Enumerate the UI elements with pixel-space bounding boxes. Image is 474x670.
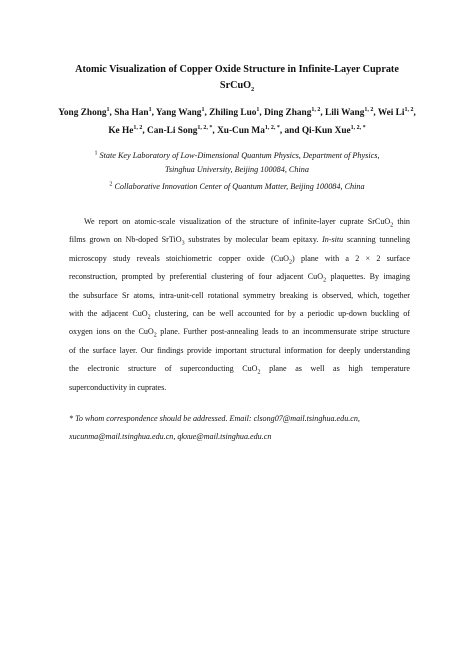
author-separator: , <box>320 108 325 118</box>
title-formula-subscript: 2 <box>251 87 255 94</box>
abstract-text: with the adjacent CuO <box>69 309 148 319</box>
author-name: Yang Wang <box>155 108 202 118</box>
correspondence-note <box>69 410 410 446</box>
affiliation-text: State Key Laboratory of Low-Dimensional Quantum Physics, Department of Physics, <box>99 151 380 160</box>
corresponding-mark: * <box>69 414 74 423</box>
formula-subscript: 2 <box>323 277 327 284</box>
abstract-text: reconstruction, prompted by preferential clustering of four adjacent CuO <box>69 272 324 282</box>
abstract-text: plane. Further post-annealing leads to an incommensurate stripe structure <box>156 327 411 337</box>
author-affiliation-mark: 1, 2, * <box>264 124 280 131</box>
author-affiliation-mark: 1 <box>106 106 110 113</box>
formula-subscript: 2 <box>257 369 261 376</box>
author-affiliation-mark: 1, 2 <box>364 106 374 113</box>
author-affiliation-mark: 1, 2 <box>133 124 143 131</box>
abstract-text: scanning tunneling <box>343 235 411 245</box>
author-separator: , and <box>279 126 302 136</box>
author-name: Sha Han <box>114 108 149 118</box>
author-separator: , <box>259 108 265 118</box>
abstract-text: oxygen ions on the CuO <box>69 327 154 337</box>
affiliation-2 <box>0 180 474 194</box>
abstract-line <box>69 360 410 378</box>
author-name: Lili Wang <box>325 108 365 118</box>
author-name: Zhiling Luo <box>209 108 257 118</box>
author-name: Qi-Kun Xue <box>301 126 351 136</box>
abstract-line: superconductivity in cuprates. <box>69 382 167 392</box>
abstract-text: We report on atomic-scale visualization of the structure of infinite-layer cuprate SrCuO <box>84 217 391 226</box>
author-affiliation-mark: 1 <box>201 106 205 113</box>
author-separator: , <box>373 108 378 118</box>
correspondence-text: To whom correspondence should be addressed. Email: clsong07@mail.tsinghua.edu.cn, <box>73 414 360 423</box>
correspondence-line-2: xucunma@mail.tsinghua.edu.cn, qkxue@mail.tsinghua.edu.cn <box>69 432 272 441</box>
formula-subscript: 3 <box>181 241 185 248</box>
abstract-text: microscopy study reveals stoichiometric copper oxide (CuO <box>69 253 290 263</box>
abstract-text: films grown on Nb-doped SrTiO <box>69 235 182 245</box>
abstract-line <box>69 231 410 249</box>
author-separator: , <box>212 126 218 136</box>
abstract-line <box>69 305 410 323</box>
abstract-line <box>69 323 410 341</box>
author-name: Wei Li <box>377 108 405 118</box>
abstract-text: substrates by molecular beam epitaxy. <box>184 235 323 245</box>
abstract <box>69 213 410 397</box>
title-line-1: Atomic Visualization of Copper Oxide Structure in Infinite-Layer Cuprate <box>75 64 399 75</box>
formula-subscript: 2 <box>147 314 151 321</box>
abstract-line: the subsurface Sr atoms, intra-unit-cell rotational symmetry breaking is observed, which, together <box>69 290 410 300</box>
author-separator: , <box>151 108 156 118</box>
formula-subscript: 2 <box>289 259 293 266</box>
title-line-2 <box>0 78 474 94</box>
abstract-line <box>69 213 410 231</box>
abstract-text: the electronic structure of superconducting CuO <box>69 364 258 374</box>
abstract-text: clustering, can be well accounted for by a periodic up-down buckling of <box>150 309 410 319</box>
title-formula: SrCuO <box>219 80 252 91</box>
correspondence-line-1 <box>69 410 410 428</box>
abstract-text: ) plane with a 2 × 2 surface <box>292 253 410 263</box>
abstract-line <box>69 268 410 286</box>
author-affiliation-mark: 1, 2, * <box>197 124 213 131</box>
affiliation-mark: 2 <box>109 181 113 188</box>
abstract-text: plaquettes. By imaging <box>326 272 410 282</box>
affiliation-1-line-2: Tsinghua University, Beijing 100084, China <box>165 165 309 174</box>
author-name: Yong Zhong <box>58 108 107 118</box>
author-line-1 <box>0 104 474 122</box>
in-situ-term: In-situ <box>322 235 344 245</box>
abstract-line <box>69 250 410 268</box>
author-name: Can-Li Song <box>147 126 198 136</box>
author-affiliation-mark: 1, 2 <box>404 106 414 113</box>
paper-title <box>0 62 474 94</box>
author-line-2 <box>0 122 474 140</box>
affiliations <box>0 149 474 194</box>
author-name: Xu-Cun Ma <box>217 126 265 136</box>
author-name: Ding Zhang <box>264 108 312 118</box>
author-separator: , <box>142 126 148 136</box>
formula-subscript: 2 <box>390 222 394 229</box>
author-name: Ke He <box>108 126 134 136</box>
author-separator: , <box>204 108 210 118</box>
affiliation-mark: 1 <box>94 150 98 157</box>
formula-subscript: 2 <box>153 333 157 340</box>
author-affiliation-mark: 1 <box>256 106 260 113</box>
author-separator: , <box>413 108 416 118</box>
author-list <box>0 104 474 140</box>
author-separator: , <box>109 108 115 118</box>
abstract-text: plane as well as high temperature <box>260 364 410 374</box>
author-affiliation-mark: 1 <box>148 106 152 113</box>
affiliation-1 <box>0 149 474 163</box>
author-affiliation-mark: 1, 2, * <box>350 124 366 131</box>
affiliation-text: Collaborative Innovation Center of Quantum Matter, Beijing 100084, China <box>114 182 365 191</box>
abstract-text: thin <box>393 217 410 226</box>
abstract-line: of the surface layer. Our findings provide important structural information for deeply understanding <box>69 345 410 355</box>
author-affiliation-mark: 1, 2 <box>311 106 321 113</box>
